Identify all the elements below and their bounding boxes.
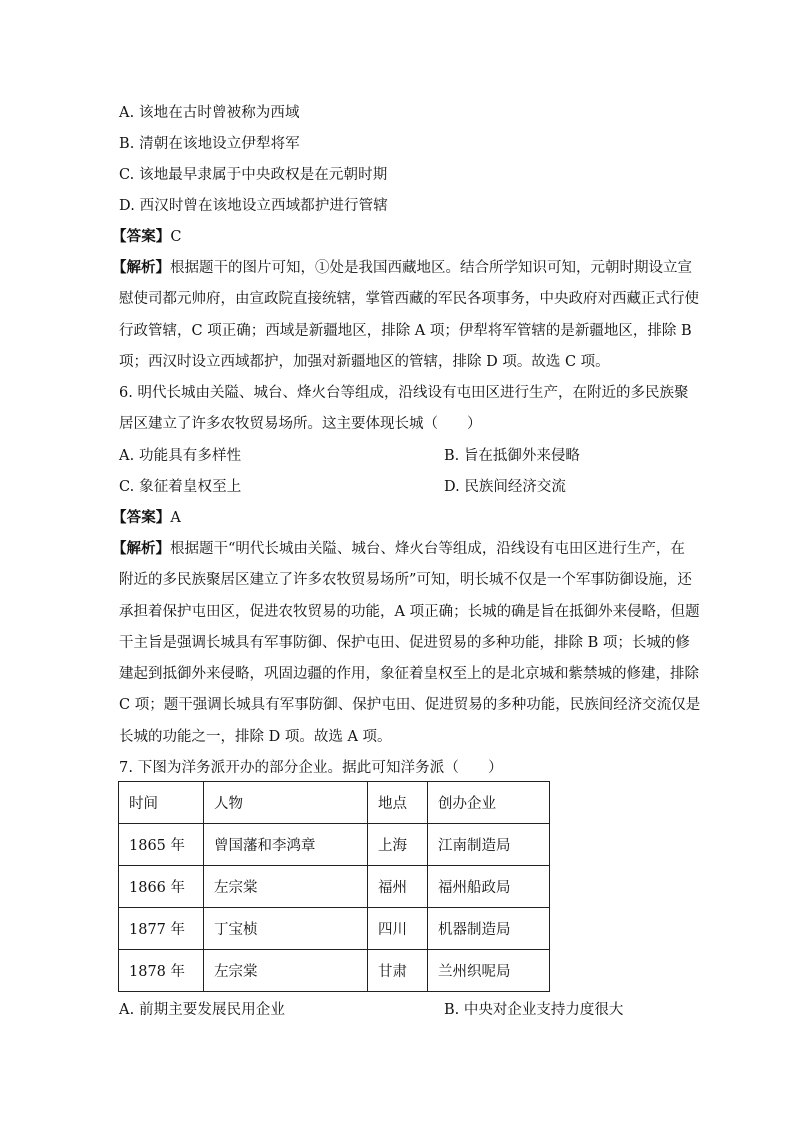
table-cell: 1878 年: [119, 950, 204, 992]
analysis-line: 行政管辖，C 项正确；西域是新疆地区，排除 A 项；伊犁将军管辖的是新疆地区，排除 B: [119, 322, 692, 339]
table-cell: 1865 年: [119, 824, 204, 866]
analysis-line: 长城的功能之一，排除 D 项。故选 A 项。: [119, 728, 392, 745]
table-cell: 曾国藩和李鸿章: [204, 824, 368, 866]
table-row: [119, 824, 550, 866]
table-cell: 江南制造局: [428, 824, 550, 866]
q5-analysis: [112, 258, 699, 383]
answer-tag: 【答案】: [112, 228, 171, 245]
q7-stem: 7. 下图为洋务派开办的部分企业。据此可知洋务派（ ）: [119, 760, 503, 776]
q6-answer: [112, 508, 181, 528]
analysis-line: 承担着保护屯田区，促进农牧贸易的功能，A 项正确；长城的确是旨在抵御外来侵略，但题: [119, 603, 700, 620]
q6-analysis: [112, 539, 701, 758]
table-cell: 左宗棠: [204, 866, 368, 908]
q6-option-d: D. 民族间经济交流: [444, 479, 566, 495]
stem-line: 居区建立了许多农牧贸易场所。这主要体现长城（ ）: [119, 416, 482, 433]
q5-option-d: D. 西汉时曾在该地设立西域都护进行管辖: [119, 198, 388, 214]
table-header-row: [119, 782, 550, 824]
table-cell: 1866 年: [119, 866, 204, 908]
analysis-line: 项；西汉时设立西域都护，加强对新疆地区的管辖，排除 D 项。故选 C 项。: [119, 353, 610, 370]
enterprise-table: [118, 781, 550, 992]
table-cell: 四川: [368, 908, 428, 950]
table-cell: 上海: [368, 824, 428, 866]
answer-value: A: [170, 510, 181, 526]
table-cell: 丁宝桢: [204, 908, 368, 950]
table-cell: 左宗棠: [204, 950, 368, 992]
analysis-line: 慰使司都元帅府，由宣政院直接统辖，掌管西藏的军民各项事务，中央政府对西藏正式行使: [119, 291, 699, 308]
table-cell: 1877 年: [119, 908, 204, 950]
q5-answer: [112, 227, 182, 247]
header-cell: 人物: [204, 782, 368, 824]
analysis-tag: 【解析】: [112, 259, 170, 276]
analysis-line: 干主旨是强调长城具有军事防御、保护屯田、促进贸易的多种功能，排除 B 项；长城的修: [119, 634, 690, 651]
table-cell: 机器制造局: [428, 908, 550, 950]
header-cell: 地点: [368, 782, 428, 824]
q7-option-a: A. 前期主要发展民用企业: [119, 1002, 285, 1018]
table-cell: 福州船政局: [428, 866, 550, 908]
analysis-line: 【解析】根据题干“明代长城由关隘、城台、烽火台等组成，沿线设有屯田区进行生产，在: [112, 540, 685, 557]
table-cell: 兰州织呢局: [428, 950, 550, 992]
q5-option-a: A. 该地在古时曾被称为西域: [119, 105, 300, 121]
analysis-line: C 项；题干强调长城具有军事防御、保护屯田、促进贸易的多种功能，民族间经济交流仅是: [119, 697, 701, 714]
table-row: [119, 950, 550, 992]
analysis-tag: 【解析】: [112, 540, 170, 557]
table-row: [119, 866, 550, 908]
header-cell: 创办企业: [428, 782, 550, 824]
stem-line: 6. 明代长城由关隘、城台、烽火台等组成，沿线设有屯田区进行生产，在附近的多民族聚: [119, 385, 689, 401]
answer-tag: 【答案】: [112, 509, 171, 526]
analysis-line: 附近的多民族聚居区建立了许多农牧贸易场所”可知，明长城不仅是一个军事防御设施，还: [119, 572, 692, 589]
answer-value: C: [170, 229, 182, 245]
header-cell: 时间: [119, 782, 204, 824]
table-cell: 福州: [368, 866, 428, 908]
analysis-line: 建起到抵御外来侵略，巩固边疆的作用，象征着皇权至上的是北京城和紫禁城的修建，排除: [119, 666, 699, 683]
q6-stem: [119, 383, 689, 446]
analysis-line: 【解析】根据题干的图片可知，①处是我国西藏地区。结合所学知识可知，元朝时期设立宣: [112, 259, 692, 276]
q7-option-b: B. 中央对企业支持力度很大: [444, 1002, 624, 1018]
q6-option-b: B. 旨在抵御外来侵略: [444, 448, 580, 464]
q6-option-c: C. 象征着皇权至上: [119, 479, 242, 495]
table-cell: 甘肃: [368, 950, 428, 992]
q6-option-a: A. 功能具有多样性: [119, 448, 242, 464]
table-row: [119, 908, 550, 950]
q5-option-b: B. 清朝在该地设立伊犁将军: [119, 136, 300, 152]
q5-option-c: C. 该地最早隶属于中央政权是在元朝时期: [119, 167, 388, 183]
